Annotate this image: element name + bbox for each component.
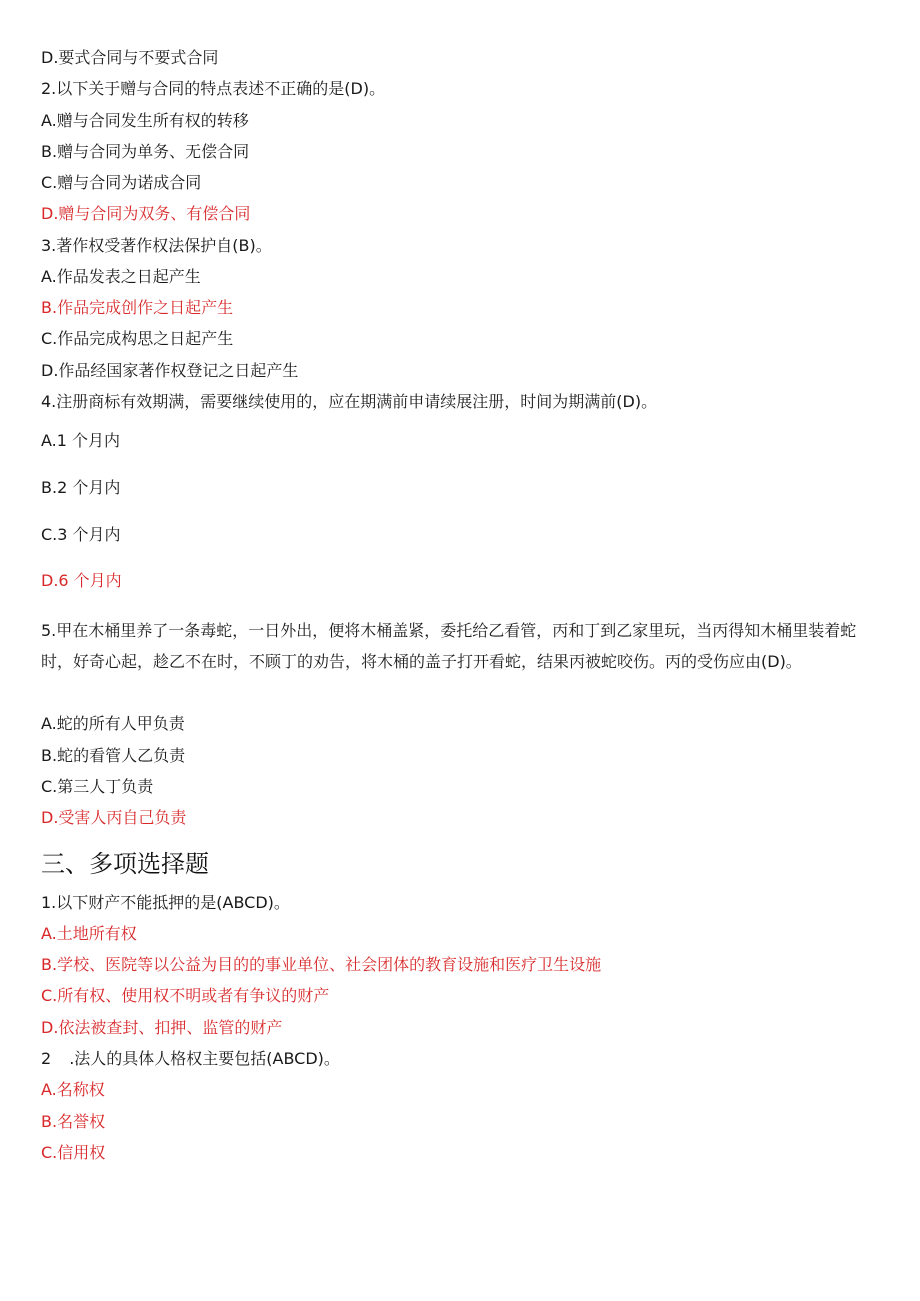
q4-option-c: C.3 个月内 xyxy=(41,525,121,544)
q3-option-a: A.作品发表之日起产生 xyxy=(41,267,201,286)
m2-option-b-answer: B.名誉权 xyxy=(41,1112,106,1131)
q2-option-a: A.赠与合同发生所有权的转移 xyxy=(41,111,249,130)
q3-option-b-answer: B.作品完成创作之日起产生 xyxy=(41,298,234,317)
q2-stem: 2.以下关于赠与合同的特点表述不正确的是(D)。 xyxy=(41,79,386,98)
q2-option-c: C.赠与合同为诺成合同 xyxy=(41,173,202,192)
q2-option-d-answer: D.赠与合同为双务、有偿合同 xyxy=(41,204,251,223)
m2-option-c-answer: C.信用权 xyxy=(41,1143,106,1162)
q5-option-c: C.第三人丁负责 xyxy=(41,777,154,796)
m1-option-a-answer: A.土地所有权 xyxy=(41,924,137,943)
q5-option-b: B.蛇的看管人乙负责 xyxy=(41,746,186,765)
q4-option-d-answer: D.6 个月内 xyxy=(41,571,122,590)
q5-option-d-answer: D.受害人丙自己负责 xyxy=(41,808,187,827)
q5-option-a: A.蛇的所有人甲负责 xyxy=(41,714,185,733)
q5-stem: 5.甲在木桶里养了一条毒蛇，一日外出，便将木桶盖紧，委托给乙看管，丙和丁到乙家里玩，当丙得知木桶里装着蛇时，好奇心起，趁乙不在时，不顾丁的劝告，将木桶的盖子打开看蛇，结果丙被蛇咬伤。丙的受伤应由(D)。 xyxy=(41,621,857,671)
q4-option-a: A.1 个月内 xyxy=(41,431,121,450)
m1-option-d-answer: D.依法被查封、扣押、监管的财产 xyxy=(41,1018,283,1037)
q3-stem: 3.著作权受著作权法保护自(B)。 xyxy=(41,236,272,255)
m2-stem-line xyxy=(41,1049,340,1069)
q4-option-b: B.2 个月内 xyxy=(41,478,121,497)
m1-option-c-answer: C.所有权、使用权不明或者有争议的财产 xyxy=(41,986,330,1005)
m1-option-b-answer: B.学校、医院等以公益为目的的事业单位、社会团体的教育设施和医疗卫生设施 xyxy=(41,955,602,974)
q3-option-d: D.作品经国家著作权登记之日起产生 xyxy=(41,361,299,380)
q1-option-d: D.要式合同与不要式合同 xyxy=(41,48,219,67)
q4-stem: 4.注册商标有效期满，需要继续使用的，应在期满前申请续展注册，时间为期满前(D)。 xyxy=(41,392,658,411)
section-title-multiple-choice: 三、多项选择题 xyxy=(41,850,209,878)
m2-option-a-answer: A.名称权 xyxy=(41,1080,105,1099)
m2-number: 2 xyxy=(41,1049,52,1068)
m1-stem: 1.以下财产不能抵押的是(ABCD)。 xyxy=(41,893,290,912)
q2-option-b: B.赠与合同为单务、无偿合同 xyxy=(41,142,250,161)
q3-option-c: C.作品完成构思之日起产生 xyxy=(41,329,234,348)
m2-stem: .法人的具体人格权主要包括(ABCD)。 xyxy=(69,1049,340,1068)
